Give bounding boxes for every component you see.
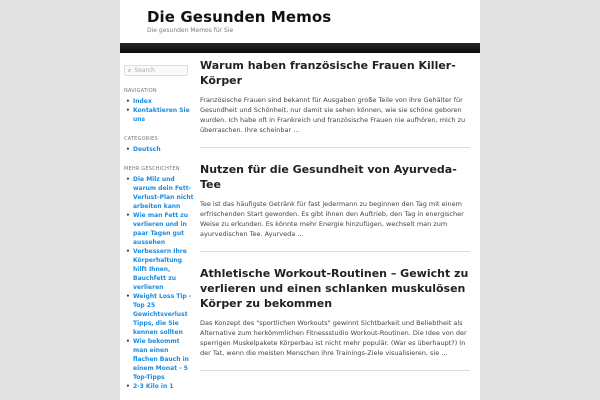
post-excerpt: Französische Frauen sind bekannt für Ausgaben große Teile von ihre Gehälter für Gesundheit und Schönheit, nur damit sie sehen können, wie sie schöne geboren wurden. Ich habe oft in Frankreich und französische Frauen nie aufhören, mich zu überraschen. Ihre scheinbar … xyxy=(200,96,466,134)
story-link[interactable]: • Wie man Fett zu verlieren und in paar Tagen gut aussehen xyxy=(124,211,194,247)
post xyxy=(200,58,470,148)
post-excerpt: Das Konzept des "sportlichen Workouts" gewinnt Sichtbarkeit und Beliebtheit als Alternative zum herkömmlichen Fitnessstudio Workout-Routinen. Die Idee von der sperrigen Muskelpakete Körperbau ist nicht mehr populär. (War es überhaupt?) In der Tat, wenn die meisten Menschen ihre Trainings-Ziele visualisieren, sie … xyxy=(200,319,467,357)
widget-title: NAVIGATION xyxy=(124,88,157,94)
widget-more-stories xyxy=(124,166,194,391)
story-link[interactable]: • Weight Loss Tip - Top 25 Gewichtsverlust Tipps, die Sie kennen sollten xyxy=(124,292,194,337)
page xyxy=(120,0,480,400)
sidebar xyxy=(124,65,194,391)
story-link[interactable]: • Verbessern Ihre Körperhaltung hilft Ihnen, Bauchfett zu verlieren xyxy=(124,247,194,292)
search-placeholder: Search xyxy=(134,67,155,74)
story-link[interactable]: • Wie bekommt man einen flachen Bauch in einem Monat - 5 Top-Tipps xyxy=(124,337,194,382)
search-icon: ⌕ xyxy=(128,66,132,74)
nav-link-index[interactable]: • Index xyxy=(124,97,194,106)
main-content xyxy=(200,58,470,385)
category-link-deutsch[interactable]: • Deutsch xyxy=(124,145,194,154)
site-title[interactable]: Die Gesunden Memos xyxy=(147,8,332,26)
widget-navigation xyxy=(124,88,194,124)
widget-title: CATEGORIES xyxy=(124,136,158,142)
story-link[interactable]: • 2-3 Kilo in 1 xyxy=(124,382,194,391)
site-header xyxy=(120,0,480,42)
story-link[interactable]: • Die Milz und warum dein Fett-Verlust-Plan nicht arbeiten kann xyxy=(124,175,194,211)
post xyxy=(200,266,470,371)
post-excerpt: Tee ist das häufigste Getränk für fast jedermann zu beginnen den Tag mit einem erfrischenden Start geworden. Es gibt ihnen den Auftrieb, den Tag in energischer Weise zu erkunden. Es könnte mehr Energie hinzufügen, wechselt man zum ayurvedischen Tee. Ayurveda … xyxy=(200,200,464,238)
site-description: Die gesunden Memos für Sie xyxy=(147,27,234,34)
post-title-link[interactable]: Warum haben französische Frauen Killer-Körper xyxy=(200,59,456,87)
post-title-link[interactable]: Athletische Workout-Routinen – Gewicht zu verlieren und einen schlanken muskulösen Körper zu bekommen xyxy=(200,267,469,310)
search-input[interactable] xyxy=(124,65,188,76)
widget-categories xyxy=(124,136,194,154)
post-title-link[interactable]: Nutzen für die Gesundheit von Ayurveda-Tee xyxy=(200,163,457,191)
widget-title: MEHR GESCHICHTEN xyxy=(124,166,180,172)
post xyxy=(200,162,470,252)
nav-link-contact[interactable]: • Kontaktieren Sie uns xyxy=(124,106,194,124)
main-nav-bar xyxy=(120,43,480,53)
